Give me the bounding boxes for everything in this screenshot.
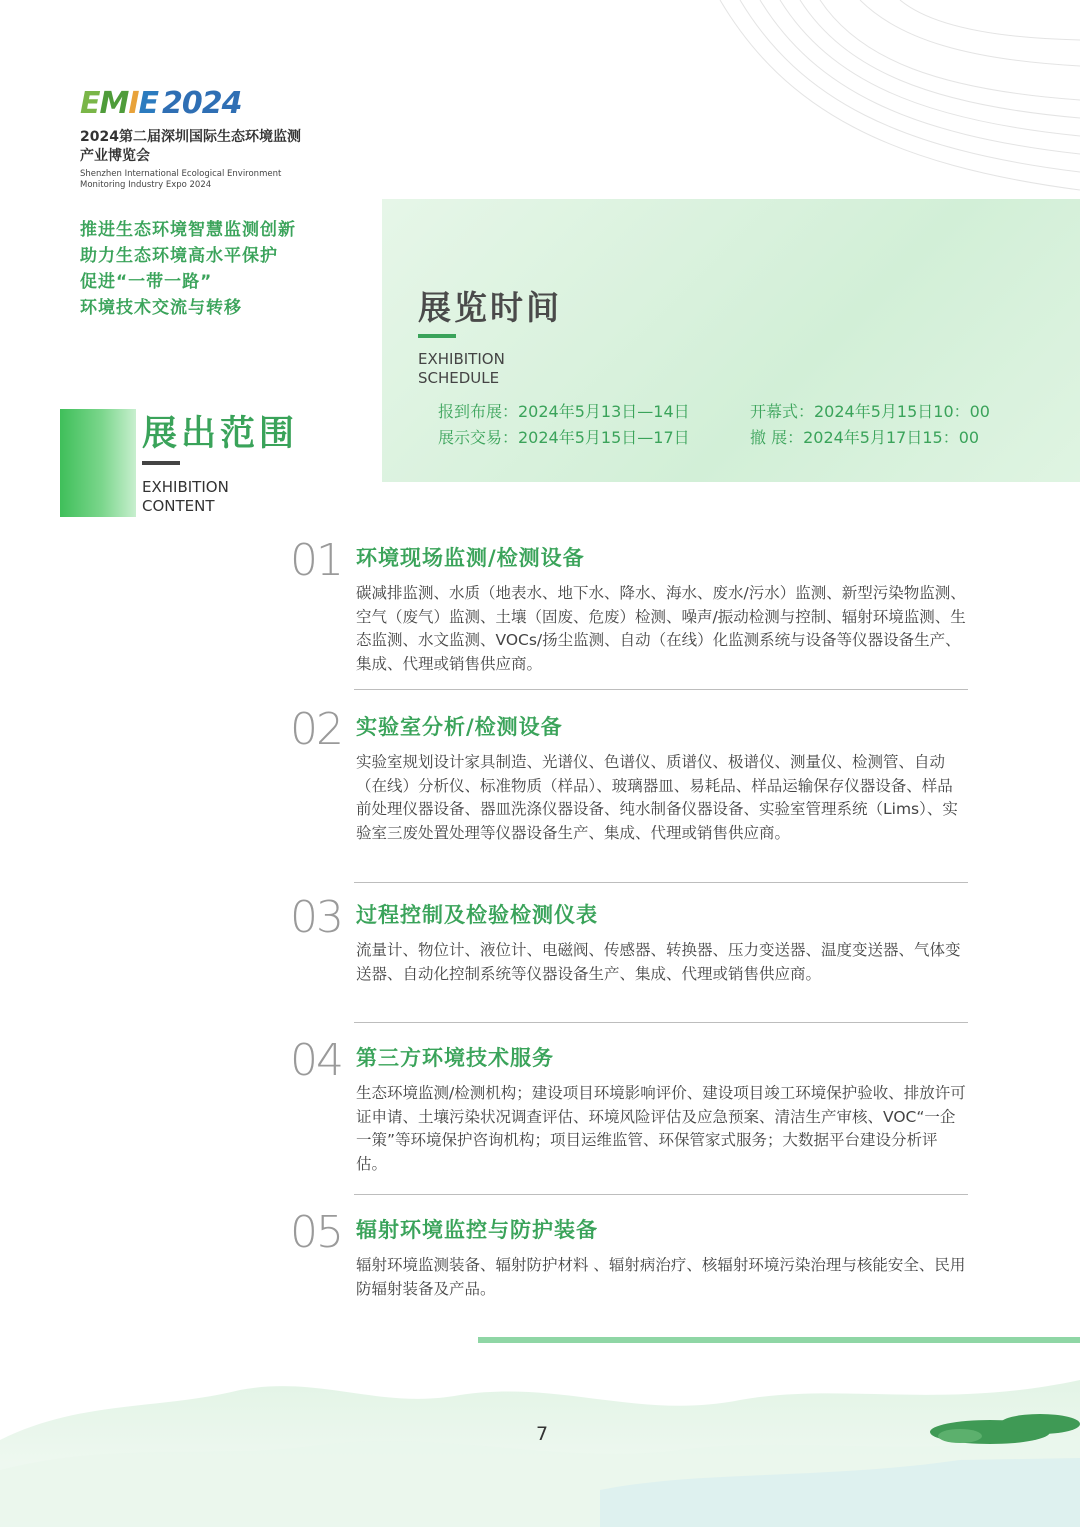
logo-letter: E bbox=[138, 86, 159, 121]
schedule-teardown: 撤 展：2024年5月17日15：00 bbox=[750, 428, 980, 447]
content-accent-block bbox=[60, 409, 136, 517]
category-number: 03 bbox=[290, 892, 342, 943]
category-number: 01 bbox=[290, 535, 342, 586]
expo-title-cn: 2024第二届深圳国际生态环境监测产业博览会 bbox=[80, 129, 301, 164]
schedule-setup: 报到布展：2024年5月13日—14日 bbox=[438, 402, 690, 421]
slogan-line: 助力生态环境高水平保护 bbox=[80, 246, 278, 266]
category-description: 实验室规划设计家具制造、光谱仪、色谱仪、质谱仪、极谱仪、测量仪、检测管、自动（在线）分析仪、标准物质（样品）、玻璃器皿、易耗品、样品运输保存仪器设备、样品前处理仪器设备、器皿洗涤仪器设备、纯水制备仪器设备、实验室管理系统（Lims）、实验室三废处置处理等仪器设备生产、集成、代理或销售供应商。 bbox=[356, 753, 958, 842]
category-number: 02 bbox=[290, 704, 342, 755]
slogan-list bbox=[80, 217, 296, 321]
content-heading: 展出范围 bbox=[142, 414, 299, 454]
category-title: 第三方环境技术服务 bbox=[356, 1046, 554, 1070]
expo-logo bbox=[80, 86, 242, 122]
heading-underline bbox=[418, 334, 456, 338]
logo-letter: E bbox=[80, 86, 100, 121]
exhibit-category bbox=[290, 1208, 970, 1308]
divider bbox=[354, 882, 968, 883]
logo-year: 2024 bbox=[162, 86, 242, 121]
category-number: 05 bbox=[290, 1207, 342, 1258]
divider bbox=[354, 1022, 968, 1023]
schedule-en-line: SCHEDULE bbox=[418, 369, 500, 387]
page-number: 7 bbox=[535, 1423, 549, 1445]
category-title: 实验室分析/检测设备 bbox=[356, 715, 563, 739]
category-title: 辐射环境监控与防护装备 bbox=[356, 1218, 598, 1242]
heading-underline bbox=[142, 461, 180, 465]
category-description: 辐射环境监测装备、辐射防护材料 、辐射病治疗、核辐射环境污染治理与核能安全、民用防辐射装备及产品。 bbox=[356, 1256, 966, 1298]
divider bbox=[354, 1194, 968, 1195]
category-title: 环境现场监测/检测设备 bbox=[356, 546, 585, 570]
slogan-line: 环境技术交流与转移 bbox=[80, 298, 242, 318]
content-en-line: EXHIBITION bbox=[142, 478, 229, 496]
logo-letter: M bbox=[99, 86, 129, 121]
expo-title-en: Shenzhen International Ecological Environment Monitoring Industry Expo 2024 bbox=[80, 169, 282, 190]
exhibit-category bbox=[290, 1036, 970, 1186]
exhibit-category bbox=[290, 705, 970, 875]
topographic-decoration bbox=[300, 0, 1080, 220]
content-en-line: CONTENT bbox=[142, 497, 215, 515]
logo-letter: I bbox=[128, 86, 139, 121]
schedule-opening: 开幕式：2024年5月15日10：00 bbox=[750, 402, 990, 421]
expo-logo-mark bbox=[80, 86, 242, 122]
exhibit-category bbox=[290, 893, 970, 1013]
schedule-trading: 展示交易：2024年5月15日—17日 bbox=[438, 428, 690, 447]
slogan-line: 促进“一带一路” bbox=[80, 272, 213, 292]
category-number: 04 bbox=[290, 1035, 342, 1086]
slogan-line: 推进生态环境智慧监测创新 bbox=[80, 220, 296, 240]
schedule-heading: 展览时间 bbox=[418, 288, 562, 327]
category-description: 流量计、物位计、液位计、电磁阀、传感器、转换器、压力变送器、温度变送器、气体变送器、自动化控制系统等仪器设备生产、集成、代理或销售供应商。 bbox=[356, 941, 961, 983]
category-title: 过程控制及检验检测仪表 bbox=[356, 903, 598, 927]
exhibit-category bbox=[290, 536, 970, 686]
divider bbox=[354, 689, 968, 690]
schedule-heading-en bbox=[418, 350, 505, 388]
category-description: 碳减排监测、水质（地表水、地下水、降水、海水、废水/污水）监测、新型污染物监测、空气（废气）监测、土壤（固废、危废）检测、噪声/振动检测与控制、辐射环境监测、生态监测、水文监测、VOCs/扬尘监测、自动（在线）化监测系统与设备等仪器设备生产、集成、代理或销售供应商。 bbox=[356, 584, 966, 673]
schedule-en-line: EXHIBITION bbox=[418, 350, 505, 368]
category-description: 生态环境监测/检测机构；建设项目环境影响评价、建设项目竣工环境保护验收、排放许可证申请、土壤污染状况调查评估、环境风险评估及应急预案、清洁生产审核、VOC“一企一策”等环境保护咨询机构；项目运维监管、环保管家式服务；大数据平台建设分析评估。 bbox=[356, 1084, 966, 1173]
content-heading-en bbox=[142, 478, 229, 516]
